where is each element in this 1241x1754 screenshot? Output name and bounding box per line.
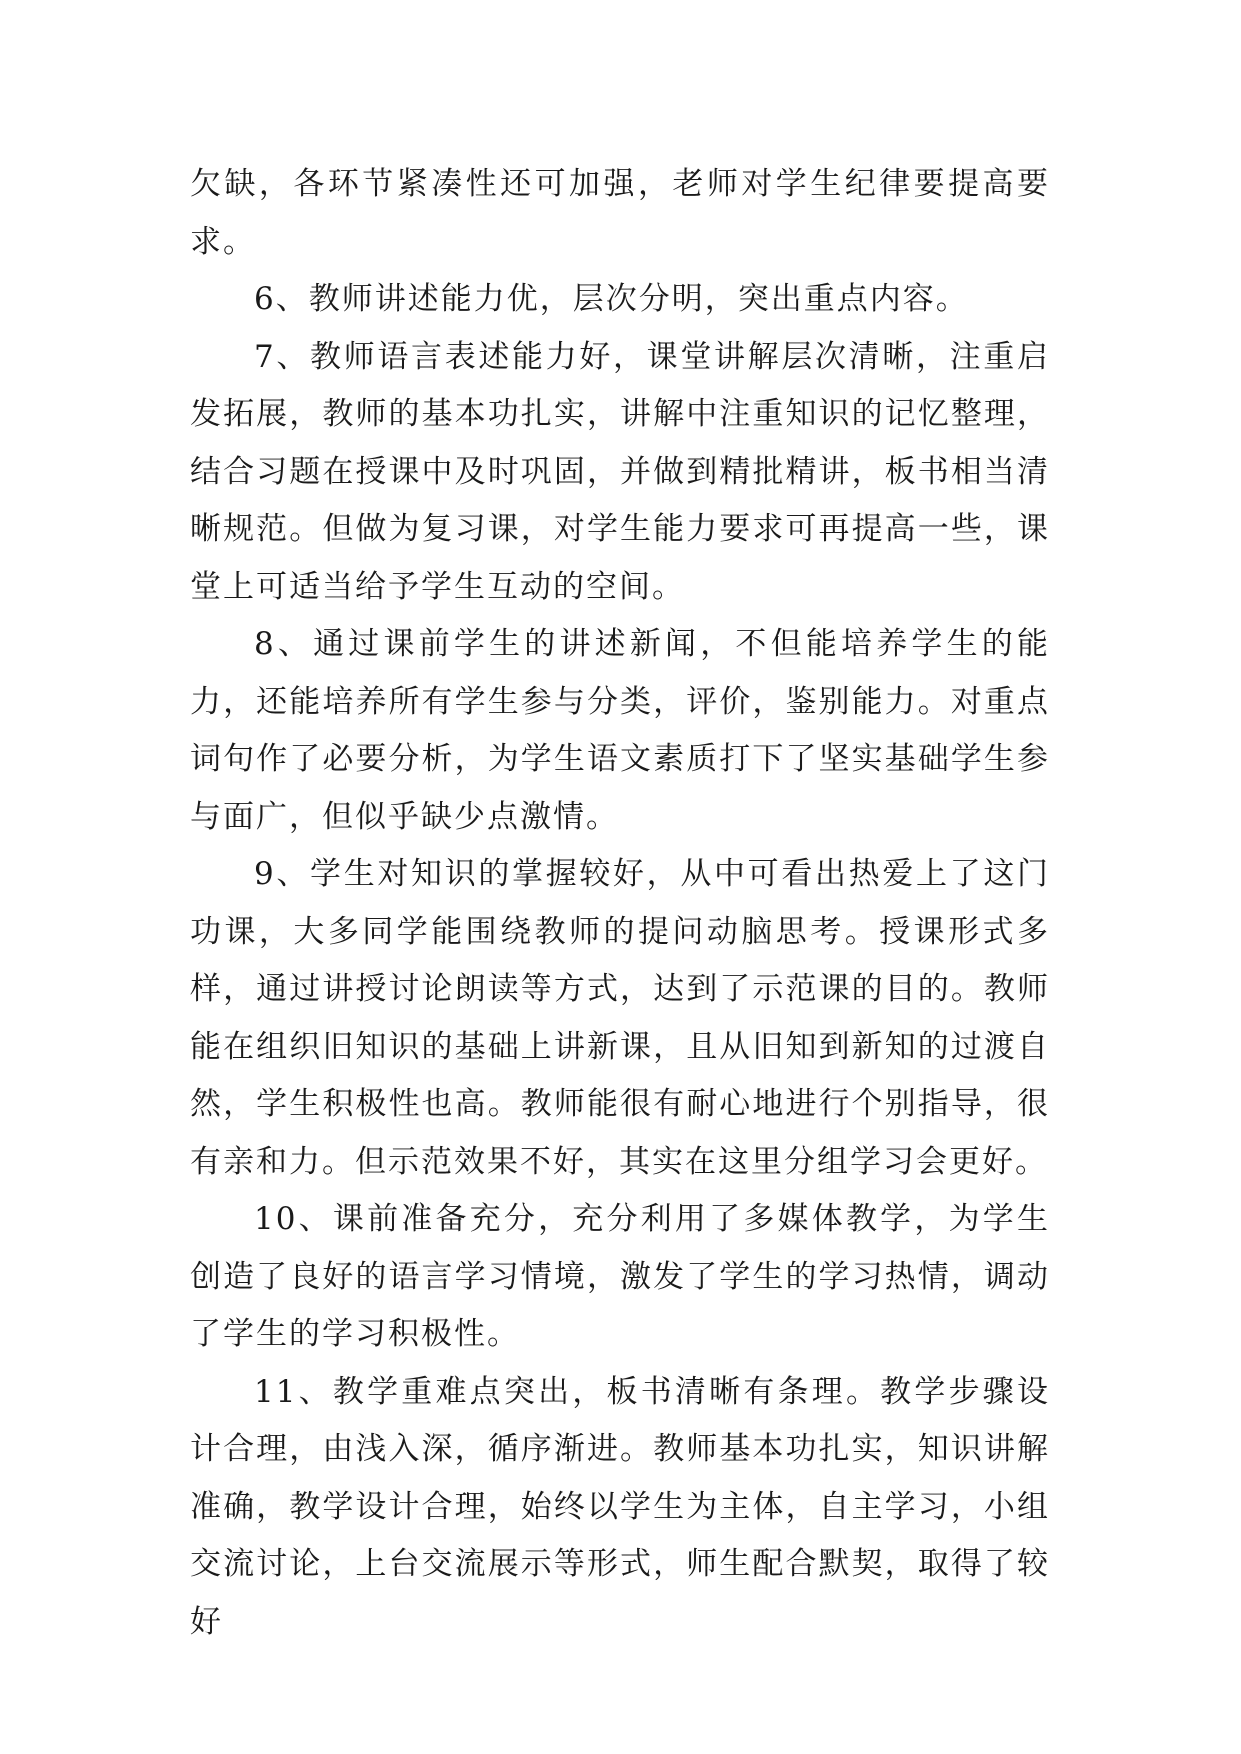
body-text xyxy=(190,156,1050,1651)
paragraph-item-9: 9、学生对知识的掌握较好，从中可看出热爱上了这门功课，大多同学能围绕教师的提问动脑思考。授课形式多样，通过讲授讨论朗读等方式，达到了示范课的目的。教师能在组织旧知识的基础上讲新课，且从旧知到新知的过渡自然，学生积极性也高。教师能很有耐心地进行个别指导，很有亲和力。但示范效果不好，其实在这里分组学习会更好。 xyxy=(190,856,1050,1180)
paragraph-item-6: 6、教师讲述能力优，层次分明，突出重点内容。 xyxy=(254,281,969,317)
paragraph-item-10: 10、课前准备充分，充分利用了多媒体教学，为学生创造了良好的语言学习情境，激发了学生的学习热情，调动了学生的学习积极性。 xyxy=(190,1201,1050,1352)
paragraph-continuation: 欠缺，各环节紧凑性还可加强，老师对学生纪律要提高要求。 xyxy=(190,166,1050,260)
paragraph-item-8: 8、通过课前学生的讲述新闻，不但能培养学生的能力，还能培养所有学生参与分类，评价，鉴别能力。对重点词句作了必要分析，为学生语文素质打下了坚实基础学生参与面广，但似乎缺少点激情。 xyxy=(190,626,1050,835)
paragraph-item-7: 7、教师语言表述能力好，课堂讲解层次清晰，注重启发拓展，教师的基本功扎实，讲解中注重知识的记忆整理，结合习题在授课中及时巩固，并做到精批精讲，板书相当清晰规范。但做为复习课，对学生能力要求可再提高一些，课堂上可适当给予学生互动的空间。 xyxy=(190,338,1050,605)
paragraph-item-11: 11、教学重难点突出，板书清晰有条理。教学步骤设计合理，由浅入深，循序渐进。教师基本功扎实，知识讲解准确，教学设计合理，始终以学生为主体，自主学习，小组交流讨论，上台交流展示等形式，师生配合默契，取得了较好 xyxy=(190,1373,1050,1640)
